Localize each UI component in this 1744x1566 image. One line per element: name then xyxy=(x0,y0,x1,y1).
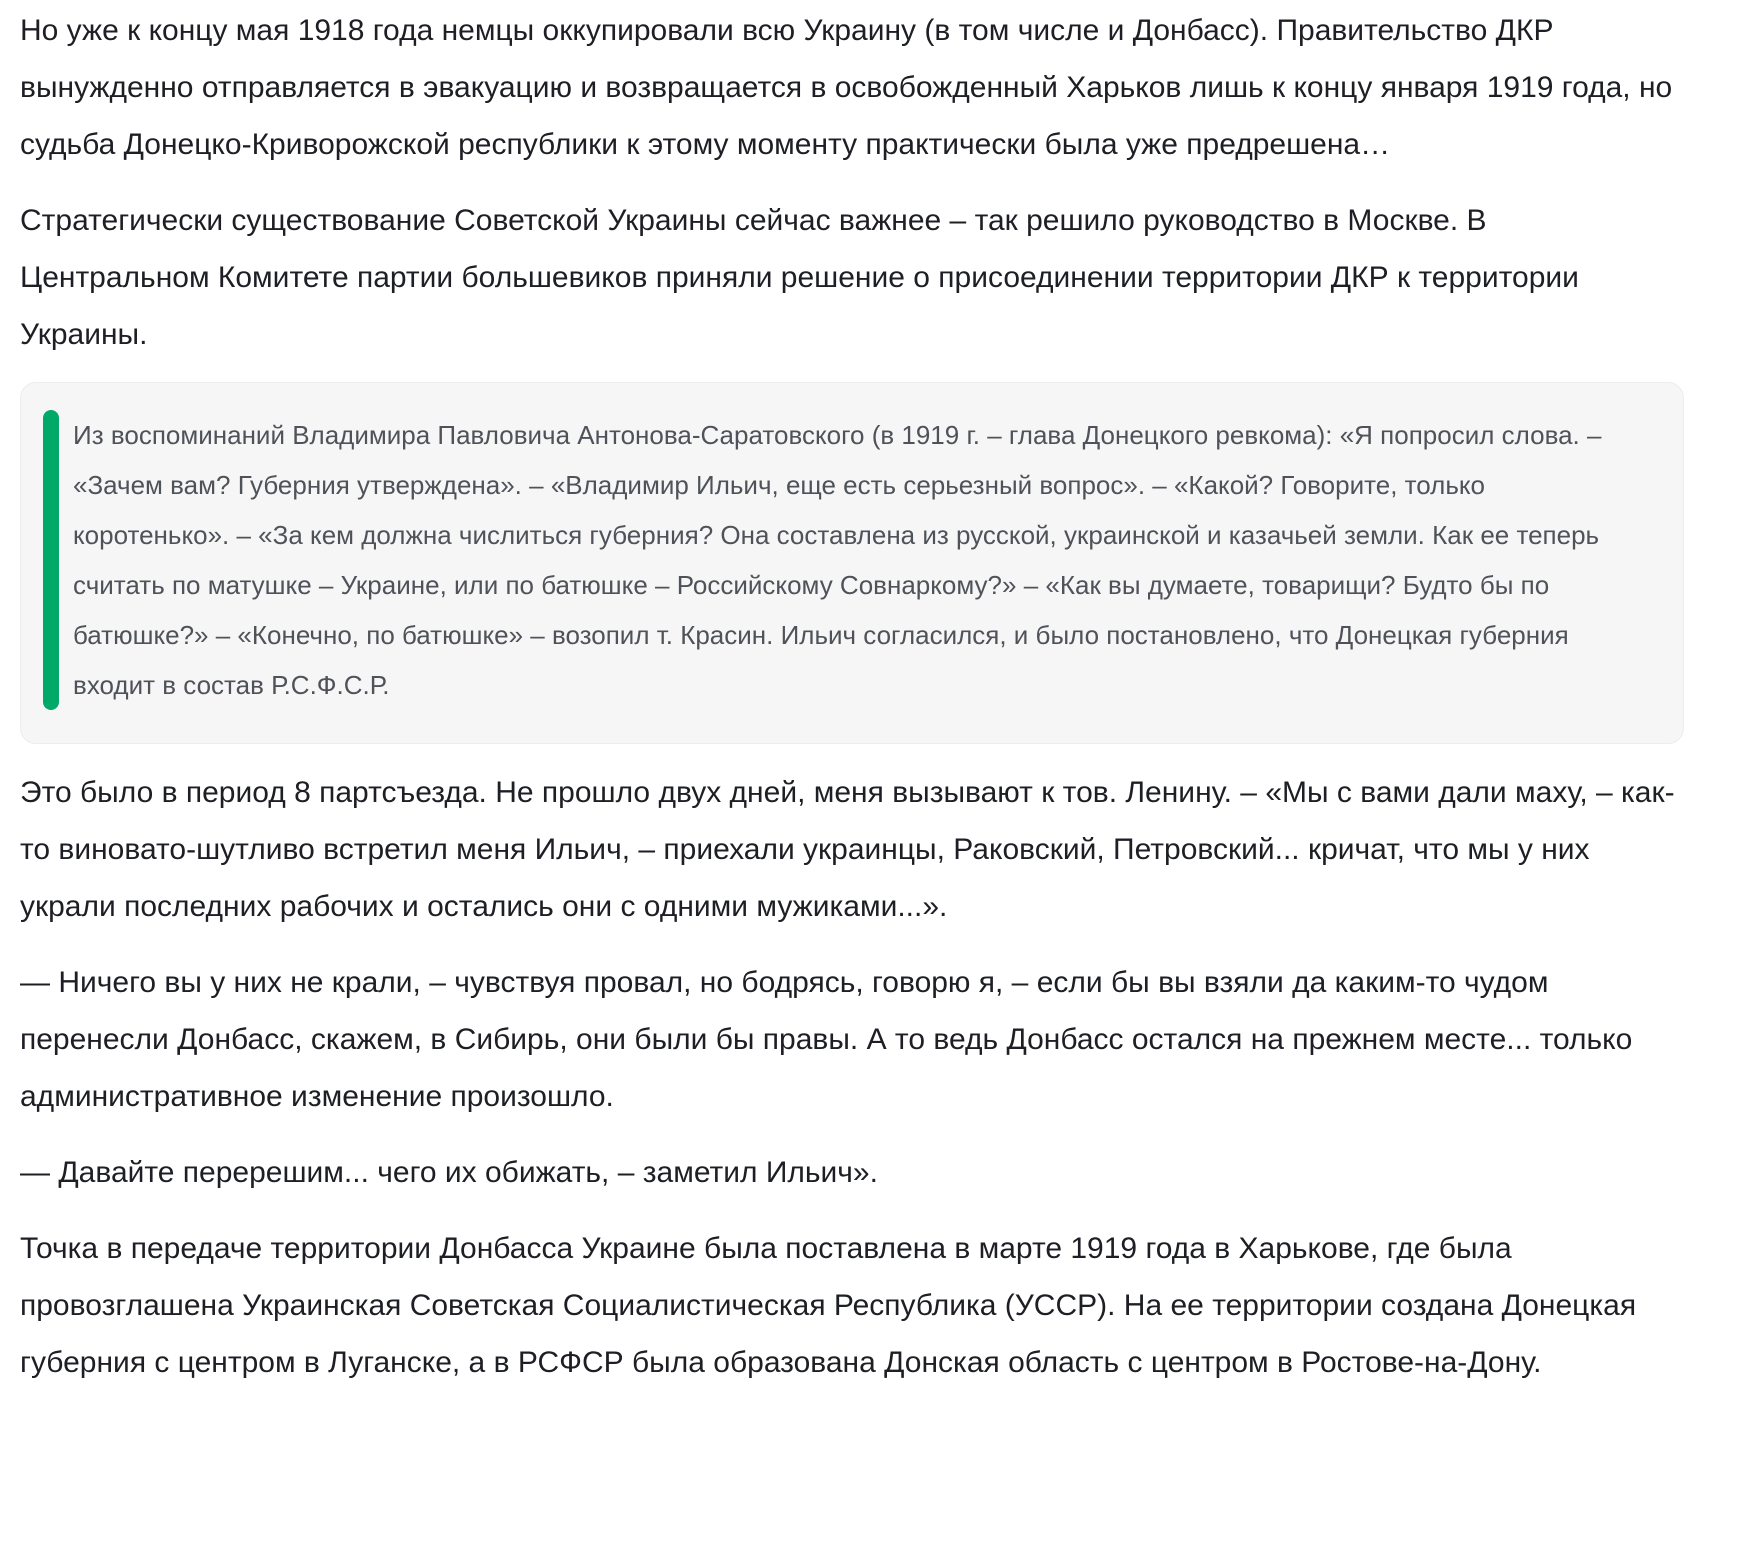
paragraph-moscow-decision: Стратегически существование Советской Украины сейчас важнее – так решило руководство в Москве. В Центральном Комитете партии большевиков приняли решение о присоединении территории ДКР к территории Украины. xyxy=(20,204,1579,351)
paragraph-ussr-formation: Точка в передаче территории Донбасса Украине была поставлена в марте 1919 года в Харькове, где была провозглашена Украинская Советская Социалистическая Республика (УССР). На ее территории создана Донецкая губерния с центром в Луганске, а в РСФСР была образована Донская область с центром в Ростове-на-Дону. xyxy=(20,1232,1637,1379)
paragraph-occupation-1918: Но уже к концу мая 1918 года немцы оккупировали всю Украину (в том числе и Донбасс). Правительство ДКР вынужденно отправляется в эвакуацию и возвращается в освобожденный Харьков лишь к концу января 1919 года, но судьба Донецко-Криворожской республики к этому моменту практически была уже предрешена… xyxy=(20,14,1673,161)
paragraph-nothing-stolen: — Ничего вы у них не крали, – чувствуя провал, но бодрясь, говорю я, – если бы вы взяли да каким-то чудом перенесли Донбасс, скажем, в Сибирь, они были бы правы. А то ведь Донбасс остался на прежнем месте... только административное изменение произошло. xyxy=(20,966,1633,1113)
quote-accent-bar xyxy=(43,410,59,710)
paragraph-party-congress: Это было в период 8 партсъезда. Не прошло двух дней, меня вызывают к тов. Ленину. – «Мы с вами дали маху, – как-то виновато-шутливо встретил меня Ильич, – приехали украинцы, Раковский, Петровский... кричат, что мы у них украли последних рабочих и остались они с одними мужиками...». xyxy=(20,776,1675,923)
paragraph-lenin-remark: — Давайте перерешим... чего их обижать, – заметил Ильич». xyxy=(20,1156,878,1189)
quote-card xyxy=(20,382,1684,744)
quote-text: Из воспоминаний Владимира Павловича Антонова-Саратовского (в 1919 г. – глава Донецкого ревкома): «Я попросил слова. – «Зачем вам? Губерния утверждена». – «Владимир Ильич, еще есть серьезный вопрос». – «Какой? Говорите, только коротенько». – «За кем должна числиться губерния? Она составлена из русской, украинской и казачьей земли. Как ее теперь считать по матушке – Украине, или по батюшке – Российскому Совнаркому?» – «Как вы думаете, товарищи? Будто бы по батюшке?» – «Конечно, по батюшке» – возопил т. Красин. Ильич согласился, и было постановлено, что Донецкая губерния входит в состав Р.С.Ф.С.Р. xyxy=(73,420,1602,700)
